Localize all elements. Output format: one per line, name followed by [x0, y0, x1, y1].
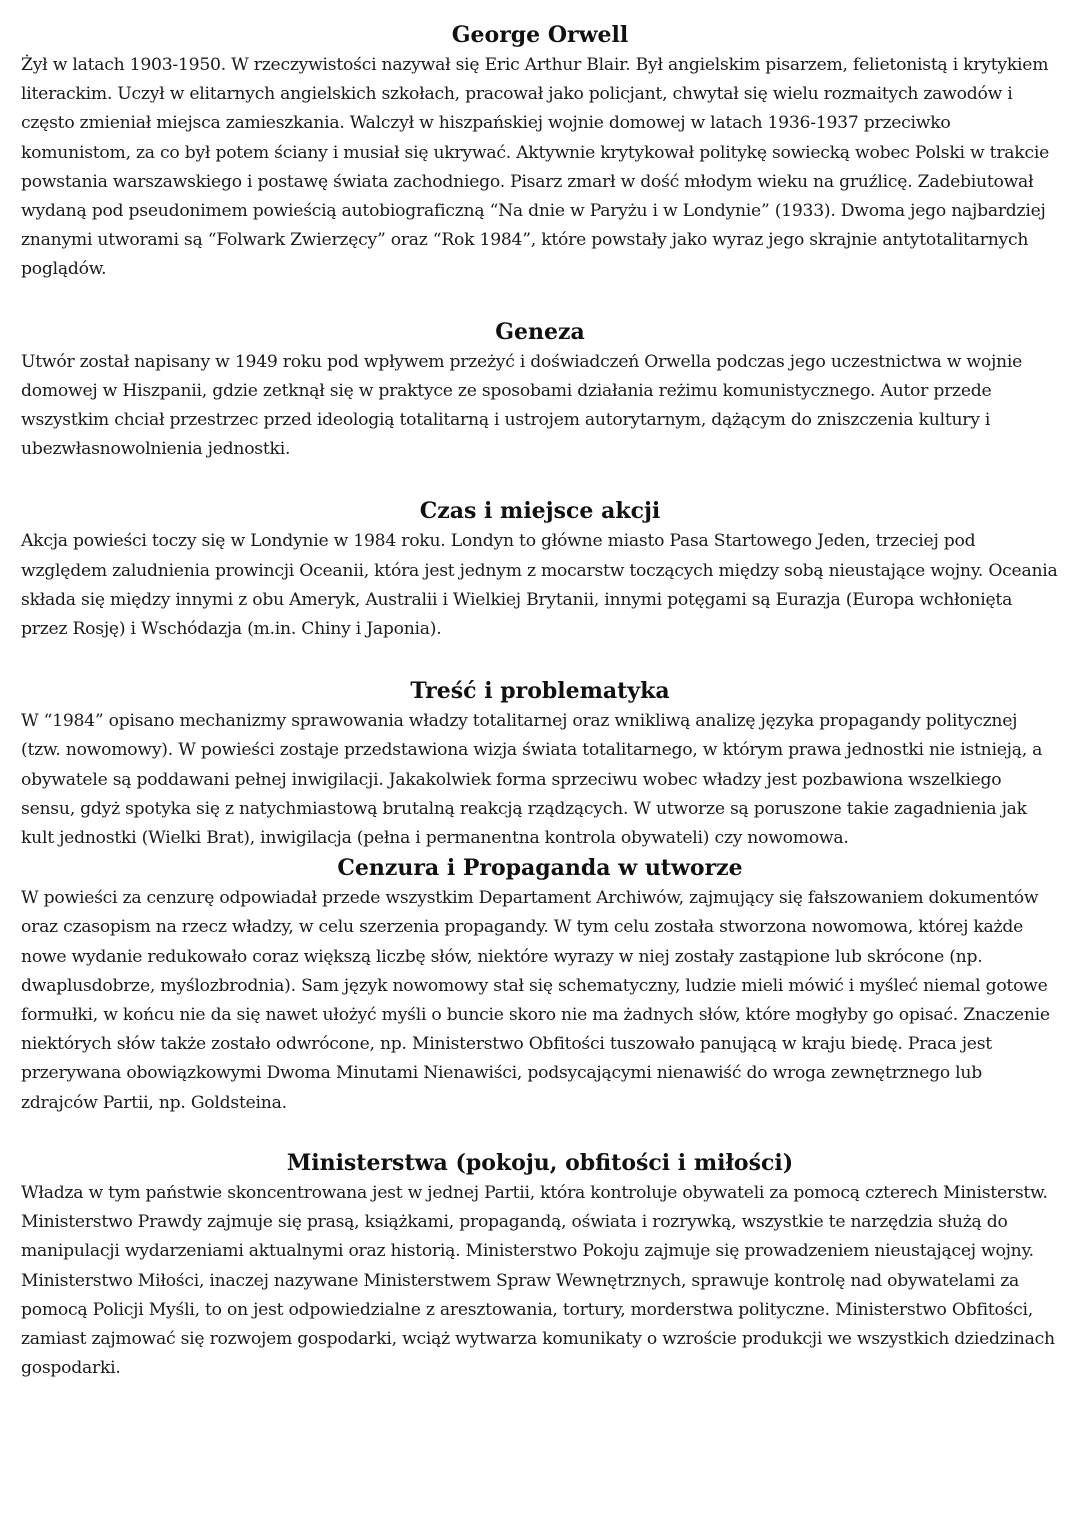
section-title-censorship: Cenzura i Propaganda w utworze [337, 855, 743, 882]
section-text-censorship: W powieści za cenzurę odpowiadał przede wszystkim Departament Archiwów, zajmujący się fałszowaniem dokumentów oraz czasopism na rzecz władzy, w celu szerzenia propagandy. W tym celu została stworzona nowomowa, której każde nowe wydanie redukowało coraz większą liczbę słów, niektóre wyrazy w niej zostały zastąpione lub skrócone (np. dwaplusdobrze, myślozbrodnia). Sam język nowomowy stał się schematyczny, ludzie mieli mówić i myśleć niemal gotowe formułki, w końcu nie da się nawet ułożyć myśli o buncie skoro nie ma żadnych słów, które mogłyby go opisać. Znaczenie niektórych słów także zostało odwrócone, np. Ministerstwo Obfitości tuszowało panującą w kraju biedę. Praca jest przerywana obowiązkowymi Dwoma Minutami Nienawiści, podsycającymi nienawiść do wroga zewnętrznego lub zdrajców Partii, np. Goldsteina. [21, 888, 1050, 1113]
section-title-content: Treść i problematyka [410, 678, 670, 705]
section-title-genesis: Geneza [495, 318, 585, 345]
section-gap [21, 644, 1059, 676]
section-text-time-place: Akcja powieści toczy się w Londynie w 1984 roku. Londyn to główne miasto Pasa Startowego Jeden, trzeciej pod względem zaludnienia prowincji Oceanii, która jest jednym z mocarstw toczących między sobą nieustające wojny. Oceania składa się między innymi z obu Ameryk, Australii i Wielkiej Brytanii, innymi potęgami są Eurazja (Europa wchłonięta przez Rosję) i Wschódazja (m.in. Chiny i Japonia). [21, 531, 1058, 640]
section-title-ministries: Ministerstwa (pokoju, obfitości i miłości) [286, 1149, 794, 1176]
section-title-author: George Orwell [451, 22, 629, 48]
section-text-genesis: Utwór został napisany w 1949 roku pod wpływem przeżyć i doświadczeń Orwella podczas jego uczestnictwa w wojnie domowej w Hiszpanii, gdzie zetknął się w praktyce ze sposobami działania reżimu komunistycznego. Autor przede wszystkim chciał przestrzec przed ideologią totalitarną i ustrojem autorytarnym, dążącym do zniszczenia kultury i ubezwłasnowolnienia jednostki. [21, 351, 1023, 460]
section-title-time-place: Czas i miejsce akcji [419, 498, 661, 525]
section-ministries [21, 1148, 1059, 1383]
section-gap [21, 285, 1059, 317]
section-text-author: Żył w latach 1903-1950. W rzeczywistości nazywał się Eric Arthur Blair. Był angielskim pisarzem, felietonistą i krytykiem literackim. Uczył w elitarnych angielskich szkołach, pracował jako policjant, chwytał się wielu rozmaitych zawodów i często zmieniał miejsca zamieszkania. Walczył w hiszpańskiej wojnie domowej w latach 1936-1937 przeciwko komunistom, za co był potem ściany i musiał się ukrywać. Aktywnie krytykował politykę sowiecką wobec Polski w trakcie powstania warszawskiego i postawę świata zachodniego. Pisarz zmarł w dość młodym wieku na gruźlicę. Zadebiutował wydaną pod pseudonimem powieścią autobiograficzną “Na dnie w Paryżu i w Londynie” (1933). Dwoma jego najbardziej znanymi utworami są “Folwark Zwierzęcy” oraz “Rok 1984”, które powstały jako wyraz jego skrajnie antytotalitarnych poglądów. [21, 55, 1049, 280]
section-gap [21, 464, 1059, 496]
section-text-ministries: Władza w tym państwie skoncentrowana jest w jednej Partii, która kontroluje obywateli za pomocą czterech Ministerstw. Ministerstwo Prawdy zajmuje się prasą, książkami, propagandą, oświata i rozrywką, wszystkie te narzędzia służą do manipulacji wydarzeniami aktualnymi oraz historią. Ministerstwo Pokoju zajmuje się prowadzeniem nieustającej wojny. Ministerstwo Miłości, inaczej nazywane Ministerstwem Spraw Wewnętrznych, sprawuje kontrolę nad obywatelami za pomocą Policji Myśli, to on jest odpowiedzialne z aresztowania, tortury, morderstwa polityczne. Ministerstwo Obfitości, zamiast zajmować się rozwojem gospodarki, wciąż wytwarza komunikaty o wzroście produkcji we wszystkich dziedzinach gospodarki. [21, 1182, 1055, 1379]
section-text-content: W “1984” opisano mechanizmy sprawowania władzy totalitarnej oraz wnikliwą analizę języka propagandy politycznej (tzw. nowomowy). W powieści zostaje przedstawiona wizja świata totalitarnego, w którym prawa jednostki nie istnieją, a obywatele są poddawani pełnej inwigilacji. Jakakolwiek forma sprzeciwu wobec władzy jest pozbawiona wszelkiego sensu, gdyż spotyka się z natychmiastową brutalną reakcją rządzących. W utworze są poruszone takie zagadnienia jak kult jednostki (Wielki Brat), inwigilacja (pełna i permanentna kontrola obywateli) czy nowomowa. [21, 711, 1043, 849]
section-gap [21, 1118, 1059, 1148]
section-censorship [21, 853, 1059, 1118]
section-genesis [21, 317, 1059, 465]
section-author [21, 20, 1059, 285]
section-time-place [21, 496, 1059, 644]
section-content [21, 676, 1059, 853]
